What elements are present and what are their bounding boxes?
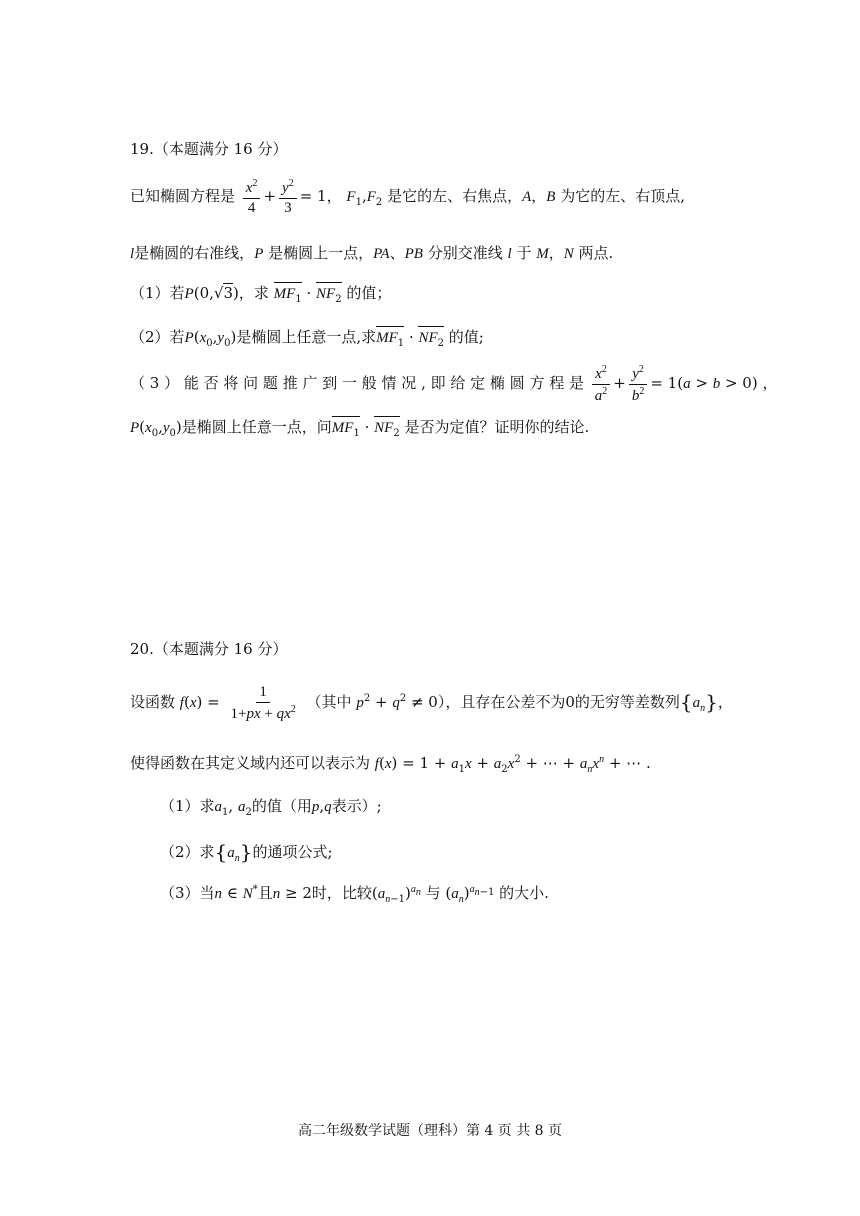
q19-text: ，: [326, 187, 342, 205]
q19-text: 是椭圆的右准线，: [134, 244, 255, 262]
q19-text: 于: [516, 244, 532, 262]
q19-part3: （ 3 ） 能 否 将 问 题 推 广 到 一 般 情 况 , 即 给 定 椭 圆 方 程 是 $\frac{x^2}{a^2}$ + $\frac{y^2}{b^2}$ = 1(a > b > 0) ，: [130, 364, 778, 404]
q19-text: 为它的左、右顶点,: [560, 187, 685, 205]
q20-text: 设函数: [130, 693, 176, 711]
q20-part1: （1）求$a_1$, $a_2$的值（用p,q表示）;: [160, 797, 382, 818]
q19-part3-cont: $P(x_0,y_0)$是椭圆上任意一点，问$MF_1 \cdot NF_2$ 是否为定值？证明你的结论.: [130, 418, 590, 439]
q20-text: 与: [425, 884, 441, 902]
q19-text: 分别交准线: [427, 244, 503, 262]
q20-text: 使得函数在其定义域内还可以表示为: [130, 754, 371, 772]
q19-text: 的值；: [346, 284, 392, 302]
q20-text: 的无穷等差数列: [574, 693, 680, 711]
q19-text: （1）若: [130, 284, 185, 302]
fraction: $\frac{1}{1+px + qx^2}$: [230, 684, 296, 722]
q19-part2: （2）若$P(x_0,y_0)$是椭圆上任意一点,求$MF_1 \cdot NF_2$ 的值;: [130, 328, 484, 349]
q20-line2: 使得函数在其定义域内还可以表示为 $f(x) = 1 + a_1x + a_2x^2$ + ⋯ + $a_nx^n$ + ⋯ .: [130, 754, 651, 775]
q20-text: 的值（用: [251, 797, 312, 815]
q19-text: 是它的左、右焦点，: [387, 187, 523, 205]
q19-text: 是椭圆上任意一点，问: [181, 418, 332, 436]
q20-text: ，: [717, 693, 733, 711]
fraction: $\frac{x^2}{4}$: [243, 178, 261, 216]
q20-text: （3）当: [160, 884, 215, 902]
q19-text: 的值;: [448, 328, 484, 346]
q19-text: （ 3 ） 能 否 将 问 题 推 广 到 一 般 情 况 , 即 给 定 椭 圆 方 程 是: [130, 374, 584, 392]
page-footer: 高二年级数学试题（理科）第 4 页 共 8 页: [297, 1123, 563, 1139]
q19-line1: 已知椭圆方程是 $\frac{x^2}{4}$ + $\frac{y^2}{3}$ = 1， $F_1,F_2$ 是它的左、右焦点，A，B 为它的左、右顶点,: [130, 178, 685, 216]
q20-text: （2）求: [160, 843, 215, 861]
q19-text: （2）若: [130, 328, 185, 346]
q19-text: 是椭圆上一点，: [268, 244, 374, 262]
q20-text: 时，比较: [311, 884, 372, 902]
q20-text: 且: [257, 884, 273, 902]
q20-text: （其中: [306, 693, 352, 711]
q20-text: ），且存在公差不为: [437, 693, 566, 711]
q20-part3: （3）当n ∈ N*且n ≥ 2时，比较$(a_{n-1})^{a_n}$ 与 $(a_n)^{a_{n-1}}$ 的大小.: [160, 884, 549, 905]
q19-text: 是椭圆上任意一点,求: [236, 328, 377, 346]
q20-text: 表示）;: [331, 797, 382, 815]
fraction: $\frac{x^2}{a^2}$: [592, 364, 611, 404]
q19-text: 两点.: [578, 244, 614, 262]
q19-text: 已知椭圆方程是: [130, 187, 236, 205]
q20-header: 20.（本题满分 16 分）: [130, 640, 288, 658]
q20-text: 的通项公式;: [252, 843, 333, 861]
q19-text: ，: [762, 374, 778, 392]
fraction: $\frac{y^2}{3}$: [279, 178, 297, 216]
q19-part1: （1）若P(0,√3)，求 $MF_1 \cdot NF_2$ 的值；: [130, 284, 392, 305]
q20-part2: （2）求$\{a_n\}$的通项公式;: [160, 840, 333, 864]
q19-text: ，求: [238, 284, 269, 302]
q20-text: （1）求: [160, 797, 215, 815]
fraction: $\frac{y^2}{b^2}$: [629, 364, 648, 404]
q19-text: 是否为定值？证明你的结论.: [404, 418, 590, 436]
q19-header: 19.（本题满分 16 分）: [130, 140, 288, 158]
q20-text: 的大小.: [499, 884, 549, 902]
q19-line2: l是椭圆的右准线，P 是椭圆上一点，PA、PB 分别交准线 l 于 M，N 两点.: [130, 244, 614, 262]
q20-line1: 设函数 f(x) = $\frac{1}{1+px + qx^2}$ （其中 $p^2 + q^2 \ne 0$），且存在公差不为0的无穷等差数列$\{a_n\}$，: [130, 684, 733, 722]
